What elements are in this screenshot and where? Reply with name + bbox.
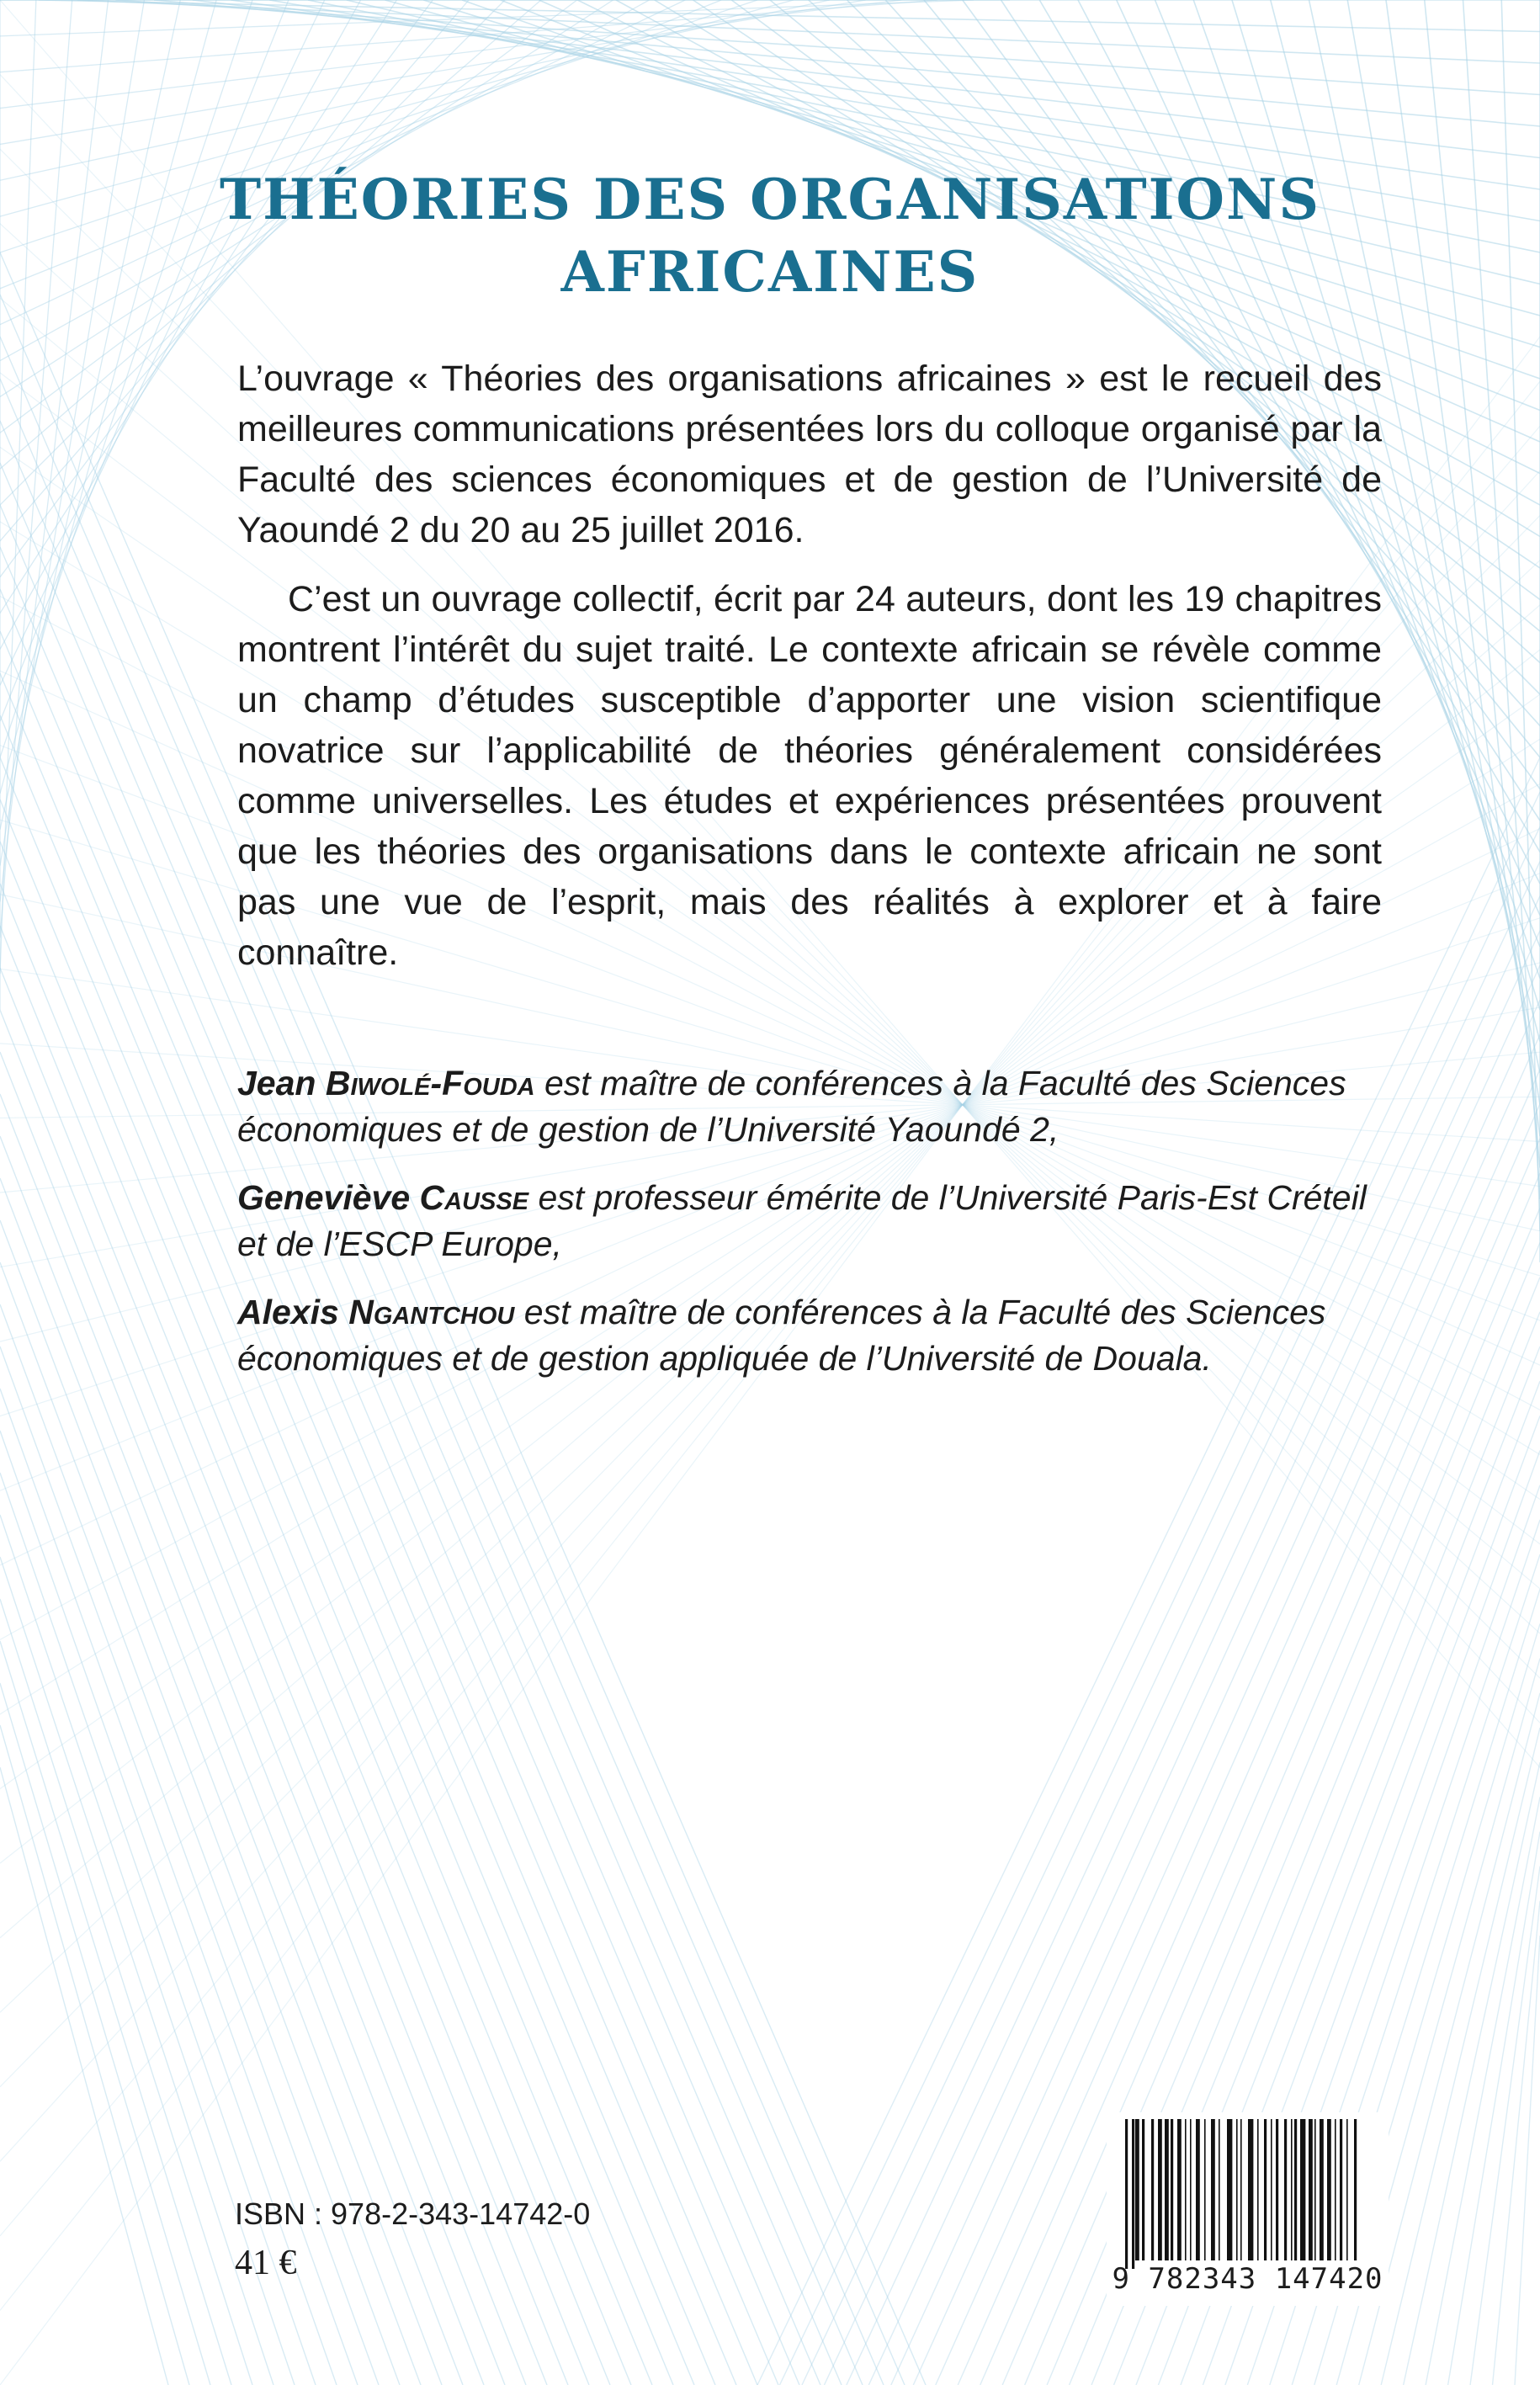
book-summary [237,353,1382,996]
author-last-name: Ngantchou [348,1293,515,1331]
barcode-bar [1219,2119,1220,2260]
background-line [0,0,252,757]
summary-paragraph: C’est un ouvrage collectif, écrit par 24 auteurs, dont les 19 chapitres montrent l’intérêt du sujet traité. Le contexte africain se révèle comme un champ d’études susceptible d’apporter une vision scientifique novatrice sur l’applicabilité de théories généralement considérées comme universelles. Les études et expériences présentées prouvent que les théories des organisations dans le contexte africain ne sont pas une vue de l’esprit, mais des réalités à explorer et à faire connaître. [237,579,1382,973]
background-line [0,1599,252,2385]
barcode-bar [1125,2119,1128,2269]
barcode-bar [1236,2119,1238,2260]
background-line [0,799,652,2385]
barcode-bar [1158,2119,1162,2260]
author-bio [237,1175,1392,1267]
barcode-bar [1327,2119,1331,2260]
barcode-bar [1132,2119,1134,2269]
background-line [0,0,36,974]
barcode-bar [1346,2119,1348,2260]
book-title-line-1: THÉORIES DES ORGANISATIONS [220,167,1320,233]
barcode-bar [1196,2119,1200,2260]
price-label: 41 € [235,2244,297,2282]
background-line [1386,0,1540,1136]
barcode-bar [1204,2119,1206,2260]
barcode-bar [1227,2119,1232,2260]
barcode-bar [1211,2119,1215,2260]
barcode-bar [1314,2119,1316,2260]
barcode-bar [1257,2119,1259,2260]
barcode-bar [1151,2119,1154,2260]
background-line [0,1641,231,2385]
barcode-bar [1300,2119,1305,2260]
barcode-bar [1276,2119,1278,2260]
author-first-name: Geneviève [237,1178,411,1217]
barcode-bar [1284,2119,1287,2260]
isbn-number: ISBN : 978-2-343-14742-0 [235,2196,591,2231]
author-bio [237,1060,1392,1153]
barcode-bar [1142,2119,1144,2260]
barcode-bar [1240,2119,1242,2260]
barcode-bar [1165,2119,1169,2260]
author-first-name: Alexis [237,1293,339,1331]
author-bio-text: est maître de conférences à la Faculté des Sciences économiques et de gestion appliquée de l’Université de Douala. [237,1293,1326,1378]
author-first-name: Jean [237,1064,316,1102]
author-bio [237,1289,1392,1382]
barcode-bar [1190,2119,1192,2260]
background-line [0,1557,273,2385]
background-line [1515,1936,1540,2385]
barcode-bar [1340,2119,1342,2260]
author-last-name: Biwolé-Fouda [325,1064,535,1102]
background-line [1448,1831,1540,2385]
barcode-bar [1294,2119,1297,2260]
summary-paragraph: L’ouvrage « Théories des organisations africaines » est le recueil des meilleures communications présentées lors du colloque organisé par la Faculté des sciences économiques et de gestion de l’Université de Yaoundé 2 du 20 au 25 juillet 2016. [237,359,1382,550]
author-bios [237,1060,1392,1404]
author-name [237,1178,528,1217]
barcode-bar [1135,2119,1139,2260]
barcode-bar [1354,2119,1357,2260]
barcode-digits: 9 782343 147420 [1112,2262,1383,2296]
author-bio-text: est maître de conférences à la Faculté des Sciences économiques et de gestion de l’Université Yaoundé 2, [237,1064,1346,1149]
barcode-bar [1335,2119,1336,2260]
barcode-bar [1320,2119,1324,2260]
book-title [168,163,1372,308]
barcode-bar [1291,2119,1293,2260]
author-bio-text: est professeur émérite de l’Université Paris-Est Créteil et de l’ESCP Europe, [237,1178,1367,1263]
background-line [0,0,144,866]
barcode-bar [1271,2119,1272,2260]
barcode-bar [1171,2119,1173,2260]
background-line [0,0,72,938]
barcode-bar [1264,2119,1267,2260]
background-line [1426,1797,1540,2385]
background-line [1425,0,1540,1168]
background-line [1463,0,1540,1199]
barcode-bar [1248,2119,1253,2260]
background-line [0,1725,189,2385]
book-title-line-2: AFRICAINES [560,239,980,305]
barcode-bar [1177,2119,1182,2260]
background-line [0,1431,337,2385]
author-last-name: Causse [419,1178,529,1217]
barcode-bar [1185,2119,1187,2260]
barcode [1107,2112,1389,2306]
barcode-bar [1309,2119,1313,2260]
author-name [237,1064,535,1102]
author-name [237,1293,514,1331]
